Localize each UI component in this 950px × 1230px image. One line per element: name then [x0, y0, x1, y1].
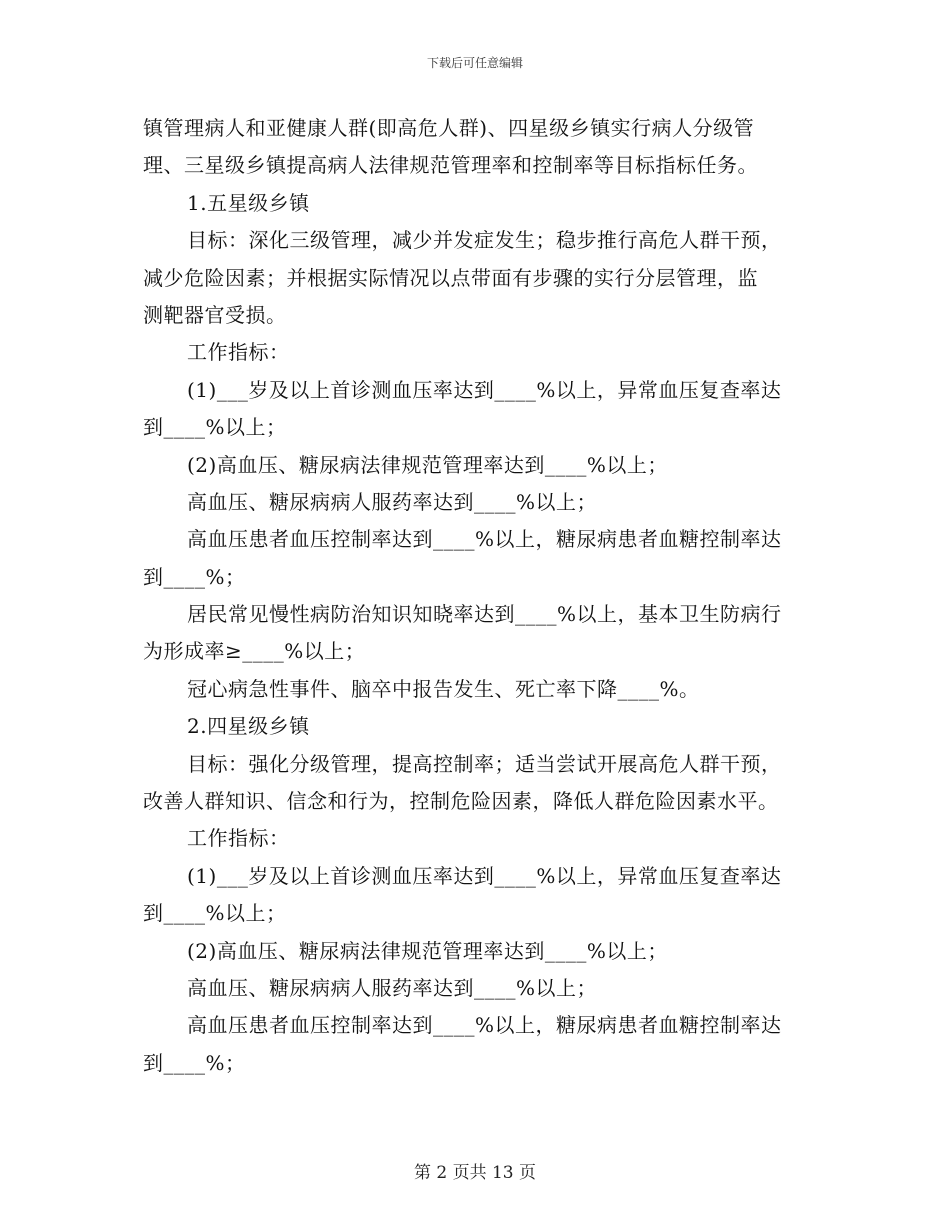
text-line: 目标：强化分级管理，提高控制率；适当尝试开展高危人群干预， — [187, 751, 782, 776]
text-line: 高血压、糖尿病病人服药率达到____%以上； — [187, 489, 598, 514]
text-line: 高血压、糖尿病病人服药率达到____%以上； — [187, 975, 598, 1000]
text-line: 镇管理病人和亚健康人群(即高危人群)、四星级乡镇实行病人分级管 — [143, 116, 755, 140]
text-line: 到____%以上； — [143, 901, 287, 926]
text-line: (1)___岁及以上首诊测血压率达到____%以上，异常血压复查率达 — [187, 377, 782, 402]
text-line: (2)高血压、糖尿病法律规范管理率达到____%以上； — [187, 452, 668, 477]
text-line: 到____%； — [143, 1050, 246, 1075]
text-line: 到____%以上； — [143, 415, 287, 440]
page-footer: 第 2 页共 13 页 — [413, 1163, 537, 1183]
text-line: 改善人群知识、信念和行为，控制危险因素，降低人群危险因素水平。 — [143, 789, 779, 814]
text-line: 高血压患者血压控制率达到____%以上，糖尿病患者血糖控制率达 — [187, 1013, 782, 1038]
text-line: (2)高血压、糖尿病法律规范管理率达到____%以上； — [187, 938, 668, 963]
page-header: 下载后可任意编辑 — [426, 56, 523, 70]
text-line: 工作指标： — [187, 826, 290, 851]
text-line: 冠心病急性事件、脑卒中报告发生、死亡率下降____%。 — [187, 676, 700, 701]
text-line: 高血压患者血压控制率达到____%以上，糖尿病患者血糖控制率达 — [187, 527, 782, 552]
text-line: 理、三星级乡镇提高病人法律规范管理率和控制率等目标指标任务。 — [143, 153, 758, 178]
text-line: (1)___岁及以上首诊测血压率达到____%以上，异常血压复查率达 — [187, 863, 782, 888]
text-line: 减少危险因素；并根据实际情况以点带面有步骤的实行分层管理，监 — [143, 265, 758, 290]
text-line: 目标：深化三级管理，减少并发症发生；稳步推行高危人群干预， — [187, 228, 782, 253]
text-line: 到____%； — [143, 564, 246, 589]
text-line: 测靶器官受损。 — [143, 302, 287, 327]
text-line: 1.五星级乡镇 — [187, 190, 310, 215]
document-body — [143, 110, 815, 1082]
text-line: 为形成率≥____%以上； — [143, 639, 366, 664]
text-line: 2.四星级乡镇 — [187, 714, 310, 739]
text-line: 工作指标： — [187, 340, 290, 365]
text-line: 居民常见慢性病防治知识知晓率达到____%以上，基本卫生防病行 — [187, 602, 782, 627]
